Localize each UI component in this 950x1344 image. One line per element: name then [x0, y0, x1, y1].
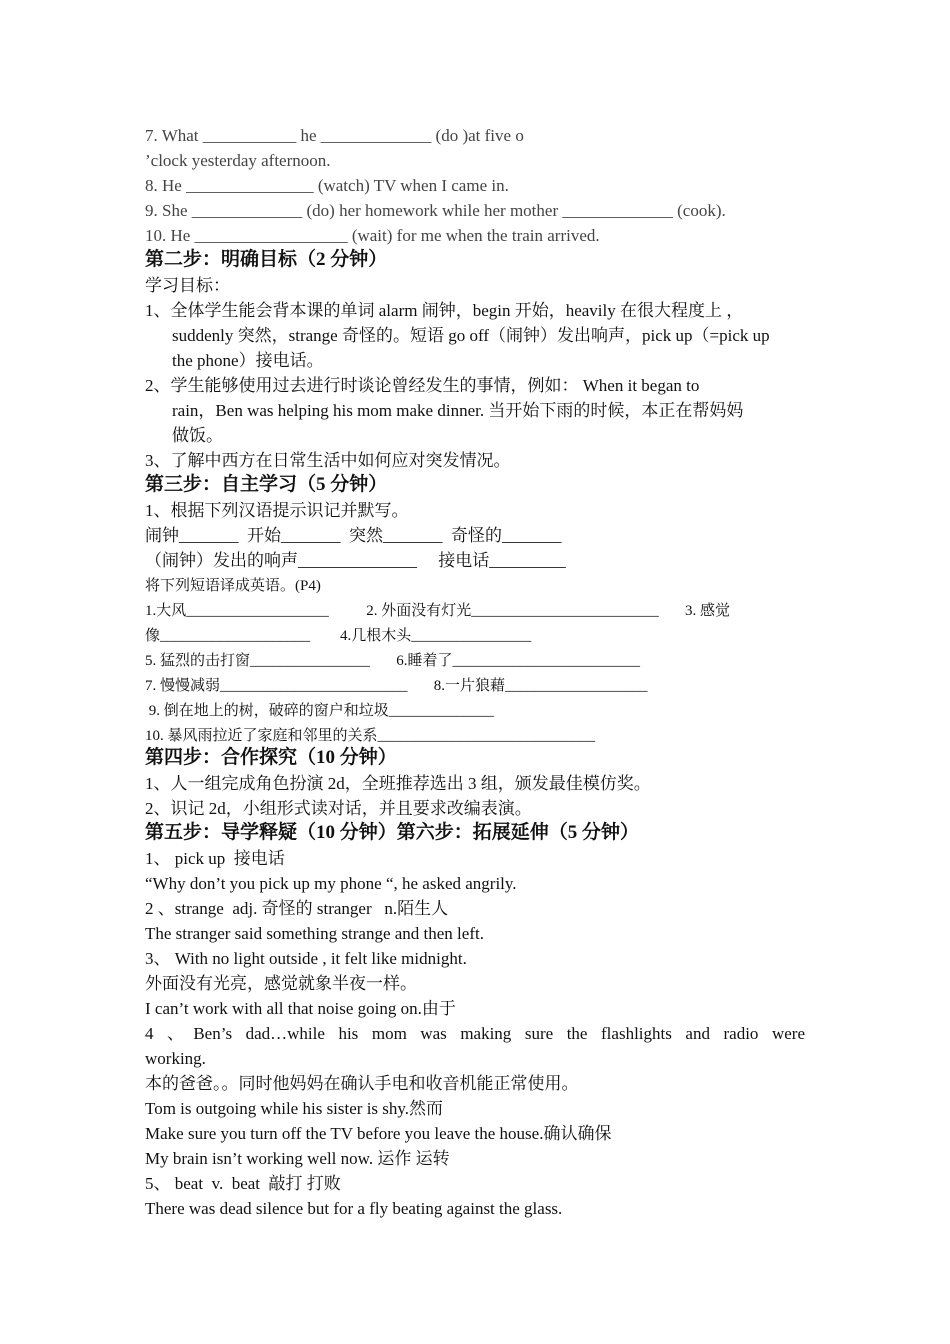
- goals-label: 学习目标：: [145, 276, 230, 295]
- note-4-example-2: Make sure you turn off the TV before you leave the house.确认确保: [145, 1124, 612, 1143]
- note-4-example-3: My brain isn’t working well now. 运作 运转: [145, 1149, 450, 1168]
- note-3-example: I can’t work with all that noise going on.由于: [145, 999, 456, 1018]
- note-4-title: 4 、Ben’s dad…while his mom was making sure the flashlights and radio were: [145, 1024, 805, 1043]
- phrase-line-3: 5. 猛烈的击打窗________________ 6.睡着了_________________________: [145, 653, 641, 669]
- goal-1-line-2: suddenly 突然，strange 奇怪的。短语 go off（闹钟）发出响声，pick up（=pick up: [172, 326, 770, 345]
- phrase-line-4: 7. 慢慢减弱_________________________ 8.一片狼藉___________________: [145, 678, 648, 694]
- exercise-line-10: 10. He __________________ (wait) for me when the train arrived.: [145, 226, 600, 245]
- note-2-example: The stranger said something strange and then left.: [145, 924, 484, 943]
- note-5-title: 5、 beat v. beat 敲打 打败: [145, 1174, 341, 1193]
- exercise-line-7b: ’clock yesterday afternoon.: [145, 151, 331, 170]
- note-2-title: 2 、strange adj. 奇怪的 stranger n.陌生人: [145, 899, 449, 918]
- goal-3: 3、了解中西方在日常生活中如何应对突发情况。: [145, 451, 511, 470]
- note-4-example-1: Tom is outgoing while his sister is shy.然而: [145, 1099, 444, 1118]
- cooperation-item-1: 1、人一组完成角色扮演 2d，全班推荐选出 3 组，颁发最佳模仿奖。: [145, 774, 651, 793]
- vocab-blanks-2: （闹钟）发出的响声______________ 接电话_________: [145, 551, 566, 570]
- phrase-line-6: 10. 暴风雨拉近了家庭和邻里的关系_____________________________: [145, 728, 596, 744]
- note-5-example: There was dead silence but for a fly beating against the glass.: [145, 1199, 563, 1218]
- phrase-line-5: 9. 倒在地上的树，破碎的窗户和垃圾______________: [145, 703, 494, 719]
- exercise-line-8: 8. He _______________ (watch) TV when I came in.: [145, 176, 509, 195]
- step-4-heading: 第四步：合作探究（10 分钟）: [145, 747, 397, 768]
- note-1-title: 1、 pick up 接电话: [145, 849, 285, 868]
- cooperation-item-2: 2、识记 2d，小组形式读对话，并且要求改编表演。: [145, 799, 532, 818]
- translate-instruction: 将下列短语译成英语。(P4): [145, 578, 321, 594]
- vocab-blanks-1: 闹钟_______ 开始_______ 突然_______ 奇怪的_______: [145, 526, 562, 545]
- goal-1-line-3: the phone）接电话。: [172, 351, 324, 370]
- self-study-instruction: 1、根据下列汉语提示识记并默写。: [145, 501, 409, 520]
- phrase-line-2: 像____________________ 4.几根木头________________: [145, 628, 532, 644]
- note-4-title-cont: working.: [145, 1049, 206, 1068]
- exercise-line-9: 9. She _____________ (do) her homework while her mother _____________ (cook).: [145, 201, 726, 220]
- note-4-translation: 本的爸爸。。同时他妈妈在确认手电和收音机能正常使用。: [145, 1074, 579, 1093]
- step-3-heading: 第三步：自主学习（5 分钟）: [145, 474, 388, 495]
- note-1-example: “Why don’t you pick up my phone “, he asked angrily.: [145, 874, 517, 893]
- step-2-heading: 第二步：明确目标（2 分钟）: [145, 249, 388, 270]
- note-3-title: 3、 With no light outside , it felt like midnight.: [145, 949, 467, 968]
- goal-1-line-1: 1、全体学生能会背本课的单词 alarm 闹钟，begin 开始，heavily 在很大程度上 ，: [145, 301, 744, 320]
- step-5-6-heading: 第五步：导学释疑（10 分钟）第六步：拓展延伸（5 分钟）: [145, 822, 640, 843]
- goal-2-line-3: 做饭。: [172, 426, 223, 445]
- goal-2-line-1: 2、学生能够使用过去进行时谈论曾经发生的事情，例如： When it began to: [145, 376, 700, 395]
- note-3-translation: 外面没有光亮，感觉就象半夜一样。: [145, 974, 417, 993]
- goal-2-line-2: rain，Ben was helping his mom make dinner. 当开始下雨的时候，本正在帮妈妈: [172, 401, 744, 420]
- exercise-line-7a: 7. What ___________ he _____________ (do )at five o: [145, 126, 524, 145]
- phrase-line-1: 1.大风___________________ 2. 外面没有灯光_________________________ 3. 感觉: [145, 603, 731, 619]
